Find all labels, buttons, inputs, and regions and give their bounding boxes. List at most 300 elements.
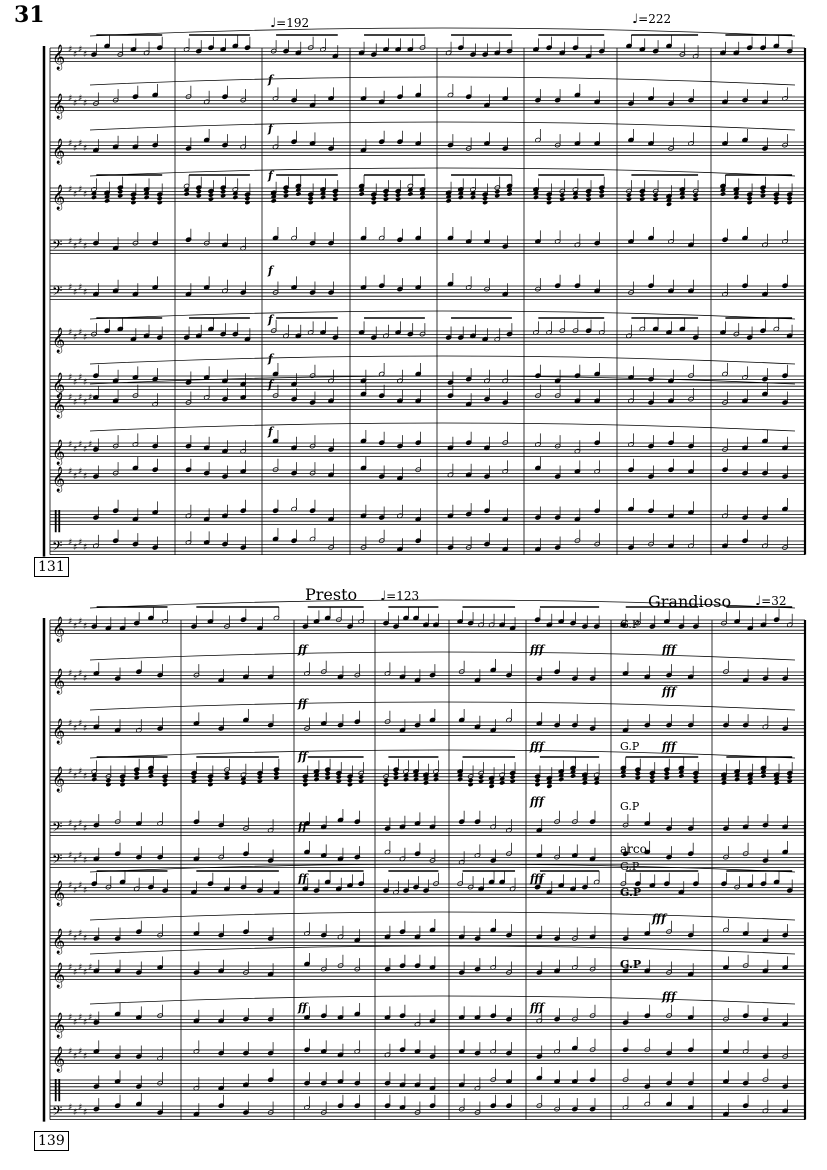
notehead	[358, 774, 364, 779]
notehead	[773, 196, 779, 201]
notehead	[494, 193, 500, 198]
sharp-icon: ♯	[78, 94, 83, 104]
sharp-icon: ♯	[83, 674, 88, 684]
dynamic-fff: fff	[530, 740, 544, 753]
notehead	[787, 774, 793, 779]
sharp-icon: ♯	[88, 1013, 93, 1023]
sharp-icon: ♯	[78, 538, 83, 548]
sharp-icon: ♯	[78, 929, 83, 939]
sharp-icon: ♯	[83, 445, 88, 455]
sharp-icon: ♯	[73, 333, 78, 343]
notehead	[283, 193, 289, 198]
dynamic-ff: ff	[298, 820, 308, 833]
sharp-icon: ♯	[83, 856, 88, 866]
sharp-icon: ♯	[83, 824, 88, 834]
notehead	[104, 198, 110, 203]
treble-clef-icon: 𝄞	[52, 881, 66, 906]
notehead	[734, 777, 740, 782]
sharp-icon: ♯	[78, 819, 83, 829]
notehead	[393, 775, 399, 780]
notehead	[196, 189, 202, 194]
notehead	[478, 778, 484, 783]
tempo-mark-32: ♩=32	[755, 594, 787, 609]
notehead	[393, 771, 399, 776]
notehead	[117, 189, 123, 194]
sharp-icon: ♯	[78, 719, 83, 729]
sharp-icon: ♯	[68, 139, 73, 149]
notehead	[207, 782, 213, 787]
notehead	[582, 780, 588, 785]
treble-clef-icon: 𝄞	[52, 669, 66, 694]
notehead	[220, 189, 226, 194]
dynamic-fff: fff	[530, 643, 544, 656]
sharp-icon: ♯	[83, 934, 88, 944]
notehead	[639, 196, 645, 201]
sharp-icon: ♯	[78, 237, 83, 247]
notehead	[664, 771, 670, 776]
sharp-icon: ♯	[83, 333, 88, 343]
bass-clef-icon: 𝄢	[52, 283, 63, 302]
treble-clef-icon: 𝄞	[52, 185, 66, 210]
treble-clef-icon: 𝄞	[52, 719, 66, 744]
gp-mark: G.P	[620, 800, 640, 813]
notehead	[649, 774, 655, 779]
sharp-icon: ♯	[73, 622, 78, 632]
notehead	[499, 780, 505, 785]
notehead	[336, 778, 342, 783]
dynamic-fff: fff	[662, 740, 676, 753]
notehead	[383, 196, 389, 201]
sharp-icon: ♯	[68, 538, 73, 548]
dynamic-fff: fff	[662, 643, 676, 656]
sharp-icon: ♯	[73, 934, 78, 944]
notehead	[679, 195, 685, 200]
sharp-icon: ♯	[78, 373, 83, 383]
notehead	[599, 189, 605, 194]
sharp-icon: ♯	[78, 45, 83, 55]
sharp-icon: ♯	[78, 1047, 83, 1057]
notehead	[599, 193, 605, 198]
sharp-icon: ♯	[83, 288, 88, 298]
sharp-icon: ♯	[73, 772, 78, 782]
notehead	[273, 775, 279, 780]
sharp-icon: ♯	[68, 373, 73, 383]
slur	[90, 356, 795, 364]
notehead	[787, 778, 793, 783]
notehead	[244, 196, 250, 201]
notehead	[407, 191, 413, 196]
notehead	[489, 784, 495, 789]
notehead	[91, 777, 97, 782]
dynamic-f: f	[268, 378, 273, 391]
sharp-icon: ♯	[73, 856, 78, 866]
notehead	[134, 771, 140, 776]
sharp-icon: ♯	[68, 929, 73, 939]
sharp-icon: ♯	[68, 185, 73, 195]
dynamic-fff: fff	[662, 685, 676, 698]
sharp-icon: ♯	[78, 467, 83, 477]
sharp-icon: ♯	[68, 669, 73, 679]
notehead	[468, 782, 474, 787]
tempo-mark-123: ♩=123	[380, 589, 420, 604]
notehead	[224, 775, 230, 780]
notehead	[693, 192, 699, 197]
notehead	[664, 775, 670, 780]
bass-clef-icon: 𝄢	[52, 1103, 63, 1122]
notehead	[510, 778, 516, 783]
dynamic-ff: ff	[298, 643, 308, 656]
dynamic-fff: fff	[530, 795, 544, 808]
treble-clef-icon: 𝄞	[52, 393, 66, 418]
notehead	[325, 771, 331, 776]
notehead	[271, 198, 277, 203]
notehead	[534, 778, 540, 783]
notehead	[220, 193, 226, 198]
notehead	[184, 191, 190, 196]
notehead	[747, 200, 753, 205]
treble-clef-icon: 𝄞	[52, 467, 66, 492]
notehead	[273, 771, 279, 776]
notehead	[308, 196, 314, 201]
slur	[90, 77, 795, 85]
sharp-icon: ♯	[73, 242, 78, 252]
notehead	[478, 774, 484, 779]
sharp-icon: ♯	[83, 50, 88, 60]
sharp-icon: ♯	[83, 190, 88, 200]
sharp-icon: ♯	[78, 283, 83, 293]
notehead	[693, 196, 699, 201]
notehead	[320, 195, 326, 200]
notehead	[546, 200, 552, 205]
sharp-icon: ♯	[68, 94, 73, 104]
sharp-icon: ♯	[78, 617, 83, 627]
sharp-icon: ♯	[68, 767, 73, 777]
gp-mark: G.P	[620, 958, 642, 971]
notehead	[546, 196, 552, 201]
notehead	[570, 773, 576, 778]
sharp-icon: ♯	[78, 440, 83, 450]
sharp-icon: ♯	[83, 144, 88, 154]
sharp-icon: ♯	[68, 851, 73, 861]
dynamic-fff: fff	[662, 990, 676, 1003]
bass-clef-icon: 𝄢	[52, 538, 63, 557]
notehead	[358, 778, 364, 783]
notehead	[325, 775, 331, 780]
notehead	[558, 777, 564, 782]
notehead	[295, 191, 301, 196]
slur	[90, 122, 795, 130]
notehead	[208, 192, 214, 197]
slur	[90, 652, 795, 660]
sharp-icon: ♯	[83, 886, 88, 896]
sharp-icon: ♯	[68, 881, 73, 891]
sharp-icon: ♯	[73, 99, 78, 109]
sharp-icon: ♯	[73, 674, 78, 684]
treble-clef-icon: 𝄞	[52, 94, 66, 119]
notehead	[678, 773, 684, 778]
dynamic-ff: ff	[298, 1001, 308, 1014]
slur	[90, 423, 795, 431]
notehead	[546, 784, 552, 789]
sharp-icon: ♯	[68, 719, 73, 729]
notehead	[635, 775, 641, 780]
dynamic-f: f	[268, 313, 273, 326]
notehead	[208, 196, 214, 201]
sharp-icon: ♯	[73, 378, 78, 388]
treble-clef-icon: 𝄞	[52, 139, 66, 164]
sharp-icon: ♯	[83, 378, 88, 388]
notehead	[191, 778, 197, 783]
sharp-icon: ♯	[83, 472, 88, 482]
dynamic-f: f	[268, 73, 273, 86]
notehead	[733, 195, 739, 200]
bass-clef-icon: 𝄢	[52, 819, 63, 838]
dynamic-f: f	[268, 264, 273, 277]
notehead	[482, 200, 488, 205]
sharp-icon: ♯	[78, 767, 83, 777]
sharp-icon: ♯	[78, 328, 83, 338]
sharp-icon: ♯	[68, 617, 73, 627]
notehead	[347, 778, 353, 783]
sharp-icon: ♯	[73, 288, 78, 298]
sharp-icon: ♯	[83, 622, 88, 632]
notehead	[336, 774, 342, 779]
sharp-icon: ♯	[68, 963, 73, 973]
tempo-mark-222: ♩=222	[632, 12, 672, 27]
sharp-icon: ♯	[78, 963, 83, 973]
notehead	[383, 778, 389, 783]
dynamic-ff: ff	[298, 872, 308, 885]
notehead	[371, 196, 377, 201]
notehead	[144, 195, 150, 200]
notehead	[130, 196, 136, 201]
notehead	[332, 196, 338, 201]
sharp-icon: ♯	[83, 99, 88, 109]
notehead	[162, 782, 168, 787]
notehead	[773, 200, 779, 205]
notehead	[787, 196, 793, 201]
dynamic-f: f	[268, 122, 273, 135]
sharp-icon: ♯	[83, 1108, 88, 1118]
notehead	[534, 782, 540, 787]
notehead	[91, 195, 97, 200]
notehead	[468, 778, 474, 783]
sharp-icon: ♯	[78, 851, 83, 861]
notehead	[572, 195, 578, 200]
sharp-icon: ♯	[73, 144, 78, 154]
sharp-icon: ♯	[78, 1103, 83, 1113]
notehead	[458, 195, 464, 200]
notehead	[162, 778, 168, 783]
notehead	[240, 780, 246, 785]
notehead	[649, 778, 655, 783]
notehead	[419, 195, 425, 200]
sharp-icon: ♯	[83, 724, 88, 734]
sharp-icon: ♯	[73, 824, 78, 834]
notehead	[626, 196, 632, 201]
notehead	[693, 778, 699, 783]
notehead	[470, 195, 476, 200]
sharp-icon: ♯	[78, 669, 83, 679]
treble-clef-icon: 𝄞	[52, 328, 66, 353]
notehead	[224, 771, 230, 776]
notehead	[635, 771, 641, 776]
slur	[90, 912, 795, 920]
notehead	[446, 198, 452, 203]
gp-mark: G.P	[620, 618, 640, 631]
notehead	[457, 777, 463, 782]
notehead	[359, 191, 365, 196]
sharp-icon: ♯	[83, 242, 88, 252]
notehead	[302, 782, 308, 787]
slur	[90, 702, 795, 710]
sharp-icon: ♯	[83, 1018, 88, 1028]
dynamic-fff: fff	[652, 912, 666, 925]
notehead	[134, 775, 140, 780]
section-label-grandioso: Grandioso	[648, 592, 732, 611]
sharp-icon: ♯	[73, 886, 78, 896]
notehead	[506, 191, 512, 196]
treble-clef-icon: 𝄞	[52, 45, 66, 70]
notehead	[395, 196, 401, 201]
dynamic-fff: fff	[530, 872, 544, 885]
notehead	[653, 192, 659, 197]
notehead	[383, 192, 389, 197]
notehead	[157, 200, 163, 205]
treble-clef-icon: 𝄞	[52, 617, 66, 642]
notehead	[626, 192, 632, 197]
gp-mark: G.P	[620, 860, 640, 873]
notehead	[308, 200, 314, 205]
sharp-icon: ♯	[78, 139, 83, 149]
notehead	[148, 773, 154, 778]
notehead	[119, 778, 125, 783]
notehead	[433, 777, 439, 782]
measure-number-131: 131	[34, 557, 69, 577]
bass-clef-icon: 𝄢	[52, 237, 63, 256]
notehead	[760, 193, 766, 198]
notehead	[117, 193, 123, 198]
treble-clef-icon: 𝄞	[52, 767, 66, 792]
treble-clef-icon: 𝄞	[52, 929, 66, 954]
notehead	[787, 200, 793, 205]
notehead	[207, 778, 213, 783]
treble-clef-icon: 𝄞	[52, 963, 66, 988]
treble-clef-icon: 𝄞	[52, 440, 66, 465]
notehead	[413, 777, 419, 782]
dynamic-ff: ff	[298, 750, 308, 763]
bass-clef-icon: 𝄢	[52, 851, 63, 870]
sharp-icon: ♯	[73, 50, 78, 60]
gp-mark: G.P	[620, 740, 640, 753]
sharp-icon: ♯	[78, 185, 83, 195]
section-label-presto: Presto	[305, 585, 358, 604]
notehead	[332, 192, 338, 197]
notehead	[721, 780, 727, 785]
treble-clef-icon: 𝄞	[52, 1013, 66, 1038]
sharp-icon: ♯	[68, 1013, 73, 1023]
sharp-icon: ♯	[68, 393, 73, 403]
tempo-mark-192: ♩=192	[270, 16, 310, 31]
sharp-icon: ♯	[68, 819, 73, 829]
dynamic-f: f	[268, 352, 273, 365]
notehead	[383, 782, 389, 787]
sharp-icon: ♯	[73, 724, 78, 734]
treble-clef-icon: 𝄞	[52, 373, 66, 398]
sharp-icon: ♯	[83, 398, 88, 408]
notehead	[594, 780, 600, 785]
notehead	[105, 778, 111, 783]
sharp-icon: ♯	[88, 440, 93, 450]
notehead	[283, 189, 289, 194]
sharp-icon: ♯	[73, 445, 78, 455]
sharp-icon: ♯	[68, 328, 73, 338]
notehead	[157, 196, 163, 201]
notehead	[119, 782, 125, 787]
notehead	[774, 780, 780, 785]
sharp-icon: ♯	[73, 1018, 78, 1028]
notehead	[760, 189, 766, 194]
notehead	[760, 773, 766, 778]
dynamic-f: f	[268, 169, 273, 182]
sharp-icon: ♯	[73, 1108, 78, 1118]
notehead	[244, 200, 250, 205]
sharp-icon: ♯	[83, 772, 88, 782]
notehead	[302, 778, 308, 783]
notehead	[747, 780, 753, 785]
sharp-icon: ♯	[73, 968, 78, 978]
arco-marking: arco	[620, 842, 647, 856]
notehead	[313, 777, 319, 782]
notehead	[720, 191, 726, 196]
notehead	[620, 773, 626, 778]
sharp-icon: ♯	[83, 543, 88, 553]
sharp-icon: ♯	[68, 440, 73, 450]
notehead	[533, 195, 539, 200]
notehead	[510, 774, 516, 779]
notehead	[586, 192, 592, 197]
measure-number-139: 139	[34, 1131, 69, 1151]
perc-clef-icon: ‖	[52, 508, 63, 533]
sharp-icon: ♯	[68, 1103, 73, 1113]
dynamic-fff: fff	[530, 1001, 544, 1014]
sharp-icon: ♯	[68, 283, 73, 293]
notehead	[653, 196, 659, 201]
notehead	[666, 202, 672, 207]
sharp-icon: ♯	[73, 1052, 78, 1062]
notehead	[559, 196, 565, 201]
notehead	[423, 780, 429, 785]
gp-mark: G.P	[620, 886, 642, 899]
sharp-icon: ♯	[83, 968, 88, 978]
sharp-icon: ♯	[73, 472, 78, 482]
sharp-icon: ♯	[73, 190, 78, 200]
slur	[90, 996, 795, 1004]
notehead	[257, 778, 263, 783]
sharp-icon: ♯	[68, 1047, 73, 1057]
notehead	[639, 192, 645, 197]
notehead	[257, 774, 263, 779]
notehead	[482, 196, 488, 201]
notehead	[371, 200, 377, 205]
notehead	[693, 774, 699, 779]
notehead	[559, 192, 565, 197]
sharp-icon: ♯	[68, 237, 73, 247]
notehead	[403, 777, 409, 782]
sharp-icon: ♯	[73, 543, 78, 553]
notehead	[105, 782, 111, 787]
sharp-icon: ♯	[83, 1052, 88, 1062]
